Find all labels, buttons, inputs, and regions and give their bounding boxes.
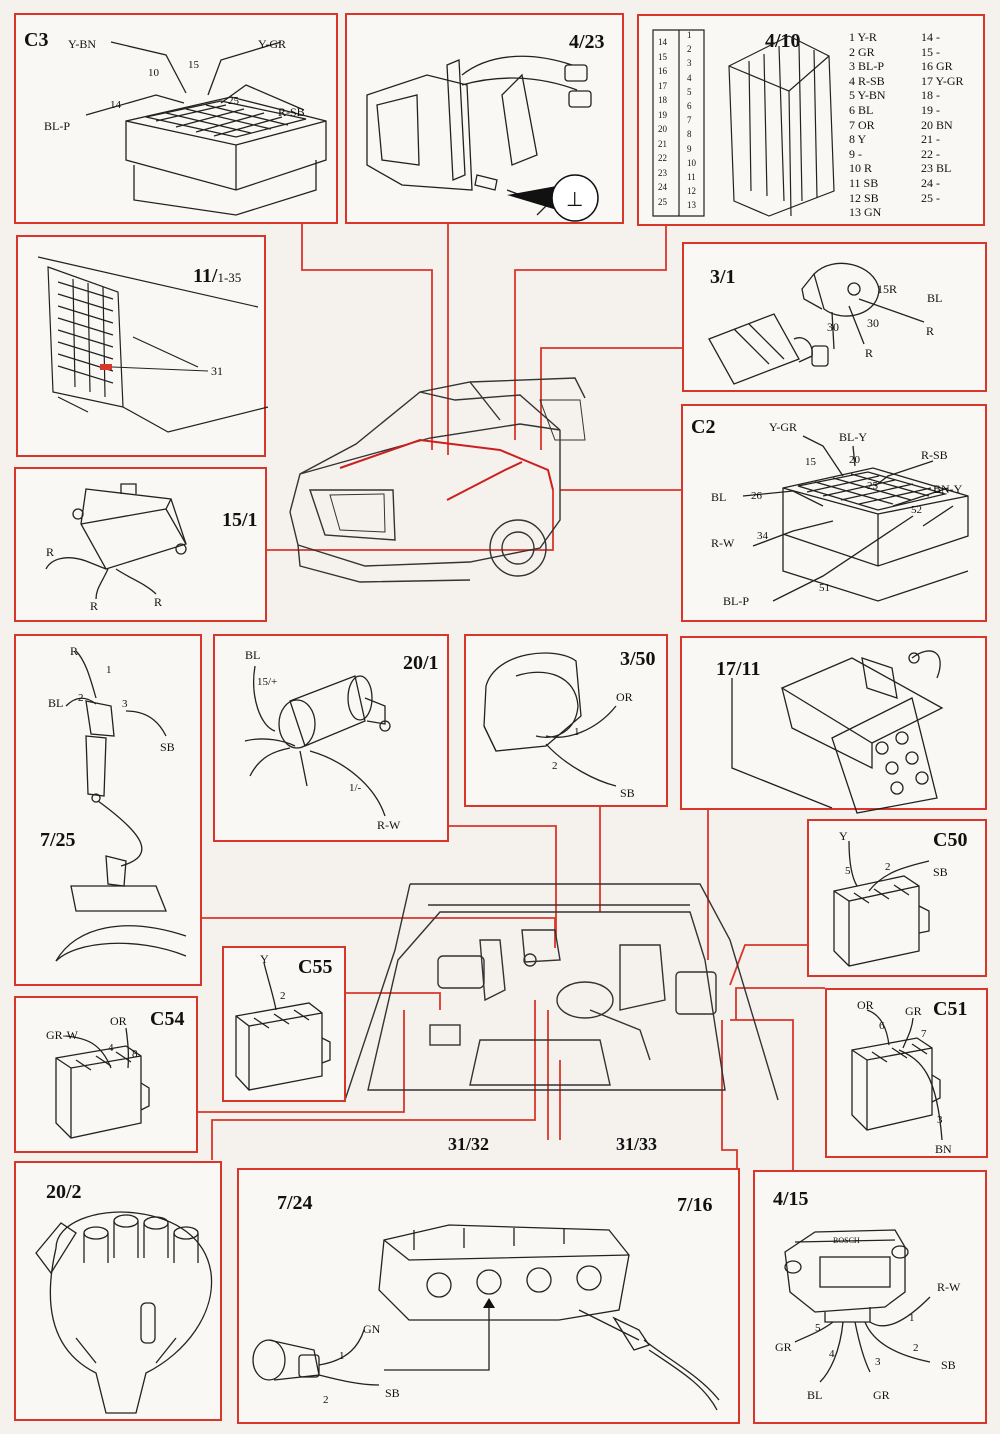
pin-number: 15 [805,456,816,468]
pin-number: 7 [921,1028,927,1040]
pin-number: 3 [875,1356,881,1368]
pin-number: 6 [687,101,692,112]
pin-number: 10 [148,67,159,79]
terminal-label: 30 [827,320,839,334]
c54-connector-drawing [16,998,200,1155]
panel-3-50 [464,634,668,807]
pin-number: 2 [280,990,286,1002]
panel-title: 20/2 [46,1181,82,1203]
wire-label: OR [616,690,633,704]
panel-c2 [681,404,987,622]
wire-label: BL [711,490,727,504]
wire-label: SB [933,865,948,879]
panel-title: C54 [150,1008,185,1030]
pin-number: 21 [658,138,667,149]
wire-label: Y [839,829,848,843]
pin-number: 1 [687,30,692,40]
legend-entry: 4 R-SB [849,73,885,88]
pin-number: 14 [658,37,667,47]
wire-label: SB [385,1386,400,1400]
pin-number: 1 [339,1350,345,1362]
pin-number: 2 [78,692,84,704]
wire-label: SB [160,740,175,754]
wire-label: BL [927,291,943,305]
legend-entry: 17 Y-GR [921,73,964,88]
wire-label: R-W [377,818,401,832]
panel-title-sub: 1-35 [217,270,242,285]
pin-number: 25 [658,196,667,207]
panel-7-25 [14,634,202,986]
panel-c3 [14,13,338,224]
relay-cover-drawing [466,636,670,809]
pin-number: 15 [658,51,667,62]
legend-entry: 3 BL-P [849,59,885,74]
panel-title: C50 [933,829,968,851]
pin-number: 1 [909,1312,915,1324]
wire-label: R [90,599,99,613]
wire-label: BL [245,648,261,662]
legend-entry: 20 BN [921,117,953,132]
pin-number: 5 [687,86,692,97]
pin-number: 6 [879,1020,885,1032]
pin-number: 4 [108,1042,114,1054]
panel-17-11 [680,636,987,810]
pin-number: 25 [228,95,239,107]
ignition-module-drawing [755,1172,989,1426]
panel-c50 [807,819,987,977]
wire-label: BL [807,1388,823,1402]
pin-number: 15/+ [257,676,278,688]
legend-entry: 1 Y-R [849,30,877,44]
legend-entry: 21 - [921,132,940,147]
cylinder-head-drawing [239,1170,742,1426]
panel-title: C51 [933,998,968,1020]
pin-number: 20 [658,124,667,134]
sensor-drawing [16,636,204,988]
wire-label: OR [110,1014,127,1028]
legend-entry: 15 - [921,44,940,59]
fuse-box-drawing [18,237,268,459]
wire-label: R-W [937,1280,961,1294]
wire-label: R [865,346,874,360]
c50-connector-drawing [809,821,989,979]
pin-number: 1/- [349,782,362,794]
panel-title: 20/1 [403,652,439,674]
pin-number: 7 [687,115,692,126]
ground-icon: ⊥ [566,189,584,211]
pin-number: 52 [911,504,922,516]
legend-entry: 2 GR [849,44,875,59]
wire-label: R-SB [921,448,948,462]
panel-title: 3/1 [710,266,736,288]
wire-label: R [154,595,163,609]
wire-label: R [70,644,79,658]
pin-number: 12 [687,186,696,197]
wire-label: GR [873,1388,890,1402]
pin-number: 3 [937,1114,943,1126]
pin-number: 14 [110,99,121,111]
label-31-33: 31/33 [616,1134,658,1154]
legend-entry: 23 BL [921,161,952,176]
legend-entry: 13 GN [849,205,882,220]
wire-label: OR [857,998,874,1012]
pin-number: 23 [658,167,667,178]
pin-number: 18 [658,95,667,105]
panel-title: 4/23 [569,31,605,53]
panel-title: 7/25 [40,829,76,851]
pin-number: 3 [122,698,128,710]
legend-entry: 18 - [921,88,940,103]
panel-c54 [14,996,198,1153]
pin-number: 26 [751,490,762,502]
pin-number: 2 [913,1342,919,1354]
wire-label: Y-GR [769,420,798,434]
legend-entry: 25 - [921,190,940,205]
legend-entry: 24 - [921,175,940,190]
wire-label: R [926,324,935,338]
panel-title: 15/1 [222,509,258,531]
pin-legend-b [921,30,964,205]
legend-entry: 22 - [921,146,940,161]
wire-label: BL-P [723,594,750,608]
wire-label: R-SB [278,105,305,119]
wire-label: BL-Y [839,430,867,444]
panel-title-main: 11/ [193,265,218,287]
legend-entry: 11 SB [849,175,879,190]
wire-label: GN [363,1322,381,1336]
pin-number: 15 [188,59,199,71]
pin-number: 3 [687,58,692,69]
wire-label: R-W [711,536,735,550]
pin-number: 17 [658,80,667,91]
panel-title: C2 [691,416,716,438]
panel-7-24 [237,1168,740,1424]
pin-number: 9 [687,143,692,154]
wire-label: GR [905,1004,922,1018]
pin-number: 10 [687,157,696,168]
pin-number: 8 [687,129,692,140]
distributor-cap-drawing [16,1163,224,1423]
ignition-coil-drawing [215,636,451,844]
label-31-32: 31/32 [448,1134,490,1154]
pin-number: 20 [849,454,860,466]
panel-title: 4/10 [765,30,801,52]
c55-connector-drawing [224,948,348,1104]
pin-number: 5 [815,1322,821,1334]
panel-title: 7/24 [277,1192,313,1214]
pin-number: 2 [885,861,891,873]
pin-number: 24 [658,182,667,192]
panel-c51 [825,988,988,1158]
legend-entry: 16 GR [921,59,953,74]
wire-label: R [46,545,55,559]
panel-4-23 [345,13,624,224]
pin-legend-a [849,30,886,220]
panel-15-1 [14,467,267,622]
terminal-label: 15R [877,282,898,296]
pin-number: 2 [323,1394,329,1406]
wire-label: Y [260,952,269,966]
pin-number: 1 [574,726,580,738]
pin-number: 51 [819,582,830,594]
wire-label: GR [775,1340,792,1354]
pin-number: 19 [658,109,667,120]
wire-label: SB [620,786,635,800]
pin-number: 34 [757,530,768,542]
pin-number: 25 [867,480,878,492]
panel-title: 3/50 [620,648,656,670]
wire-label: BL-P [44,119,71,133]
terminal-label: 30 [867,316,879,330]
ignition-switch-drawing [684,244,989,394]
pin-number: 5 [845,865,851,877]
legend-entry: 12 SB [849,190,879,205]
wire-label: SB [941,1358,956,1372]
panel-4-15 [753,1170,987,1424]
c2-connector-drawing [683,406,989,624]
pin-column-left [658,35,667,209]
pin-number: 2 [552,760,558,772]
panel-20-2 [14,1161,222,1421]
pin-number: 16 [658,66,667,76]
junction-block-drawing [682,638,989,812]
pin-number: 22 [658,153,667,163]
panel-c55 [222,946,346,1102]
legend-entry: 14 - [921,30,940,44]
wire-label: BN [935,1142,952,1156]
relay-bracket-drawing [347,15,626,226]
panel-20-1 [213,634,449,842]
legend-entry: 10 R [849,161,873,176]
legend-entry: 6 BL [849,102,874,117]
wire-label: Y-GR [258,37,287,51]
panel-11 [16,235,266,457]
legend-entry: 8 Y [849,132,867,147]
wire-label: Y-BN [68,37,97,51]
pin-number: 8 [132,1048,138,1060]
panel-4-10 [637,14,985,226]
legend-entry: 5 Y-BN [849,88,886,103]
pin-number: 11 [687,172,696,183]
pin-label: 31 [211,364,223,378]
pin-number: 1 [106,664,112,676]
legend-entry: 9 - [849,146,862,161]
legend-entry: 7 OR [849,117,875,132]
pin-number: 13 [687,200,696,211]
wire-label: BL [48,696,64,710]
panel-title-secondary: 7/16 [677,1194,713,1216]
panel-title: C55 [298,956,333,978]
pin-column-right [687,28,696,213]
pin-number: 4 [687,72,692,83]
wire-label: GR-W [46,1028,78,1042]
brand-label: BOSCH [833,1236,860,1245]
wire-label: BN-Y [933,482,963,496]
panel-title: 17/11 [716,658,761,680]
legend-entry: 19 - [921,102,940,117]
pin-number: 2 [687,44,692,55]
panel-title: C3 [24,29,49,51]
panel-title: 4/15 [773,1188,809,1210]
pin-number: 4 [829,1348,835,1360]
panel-3-1 [682,242,987,392]
